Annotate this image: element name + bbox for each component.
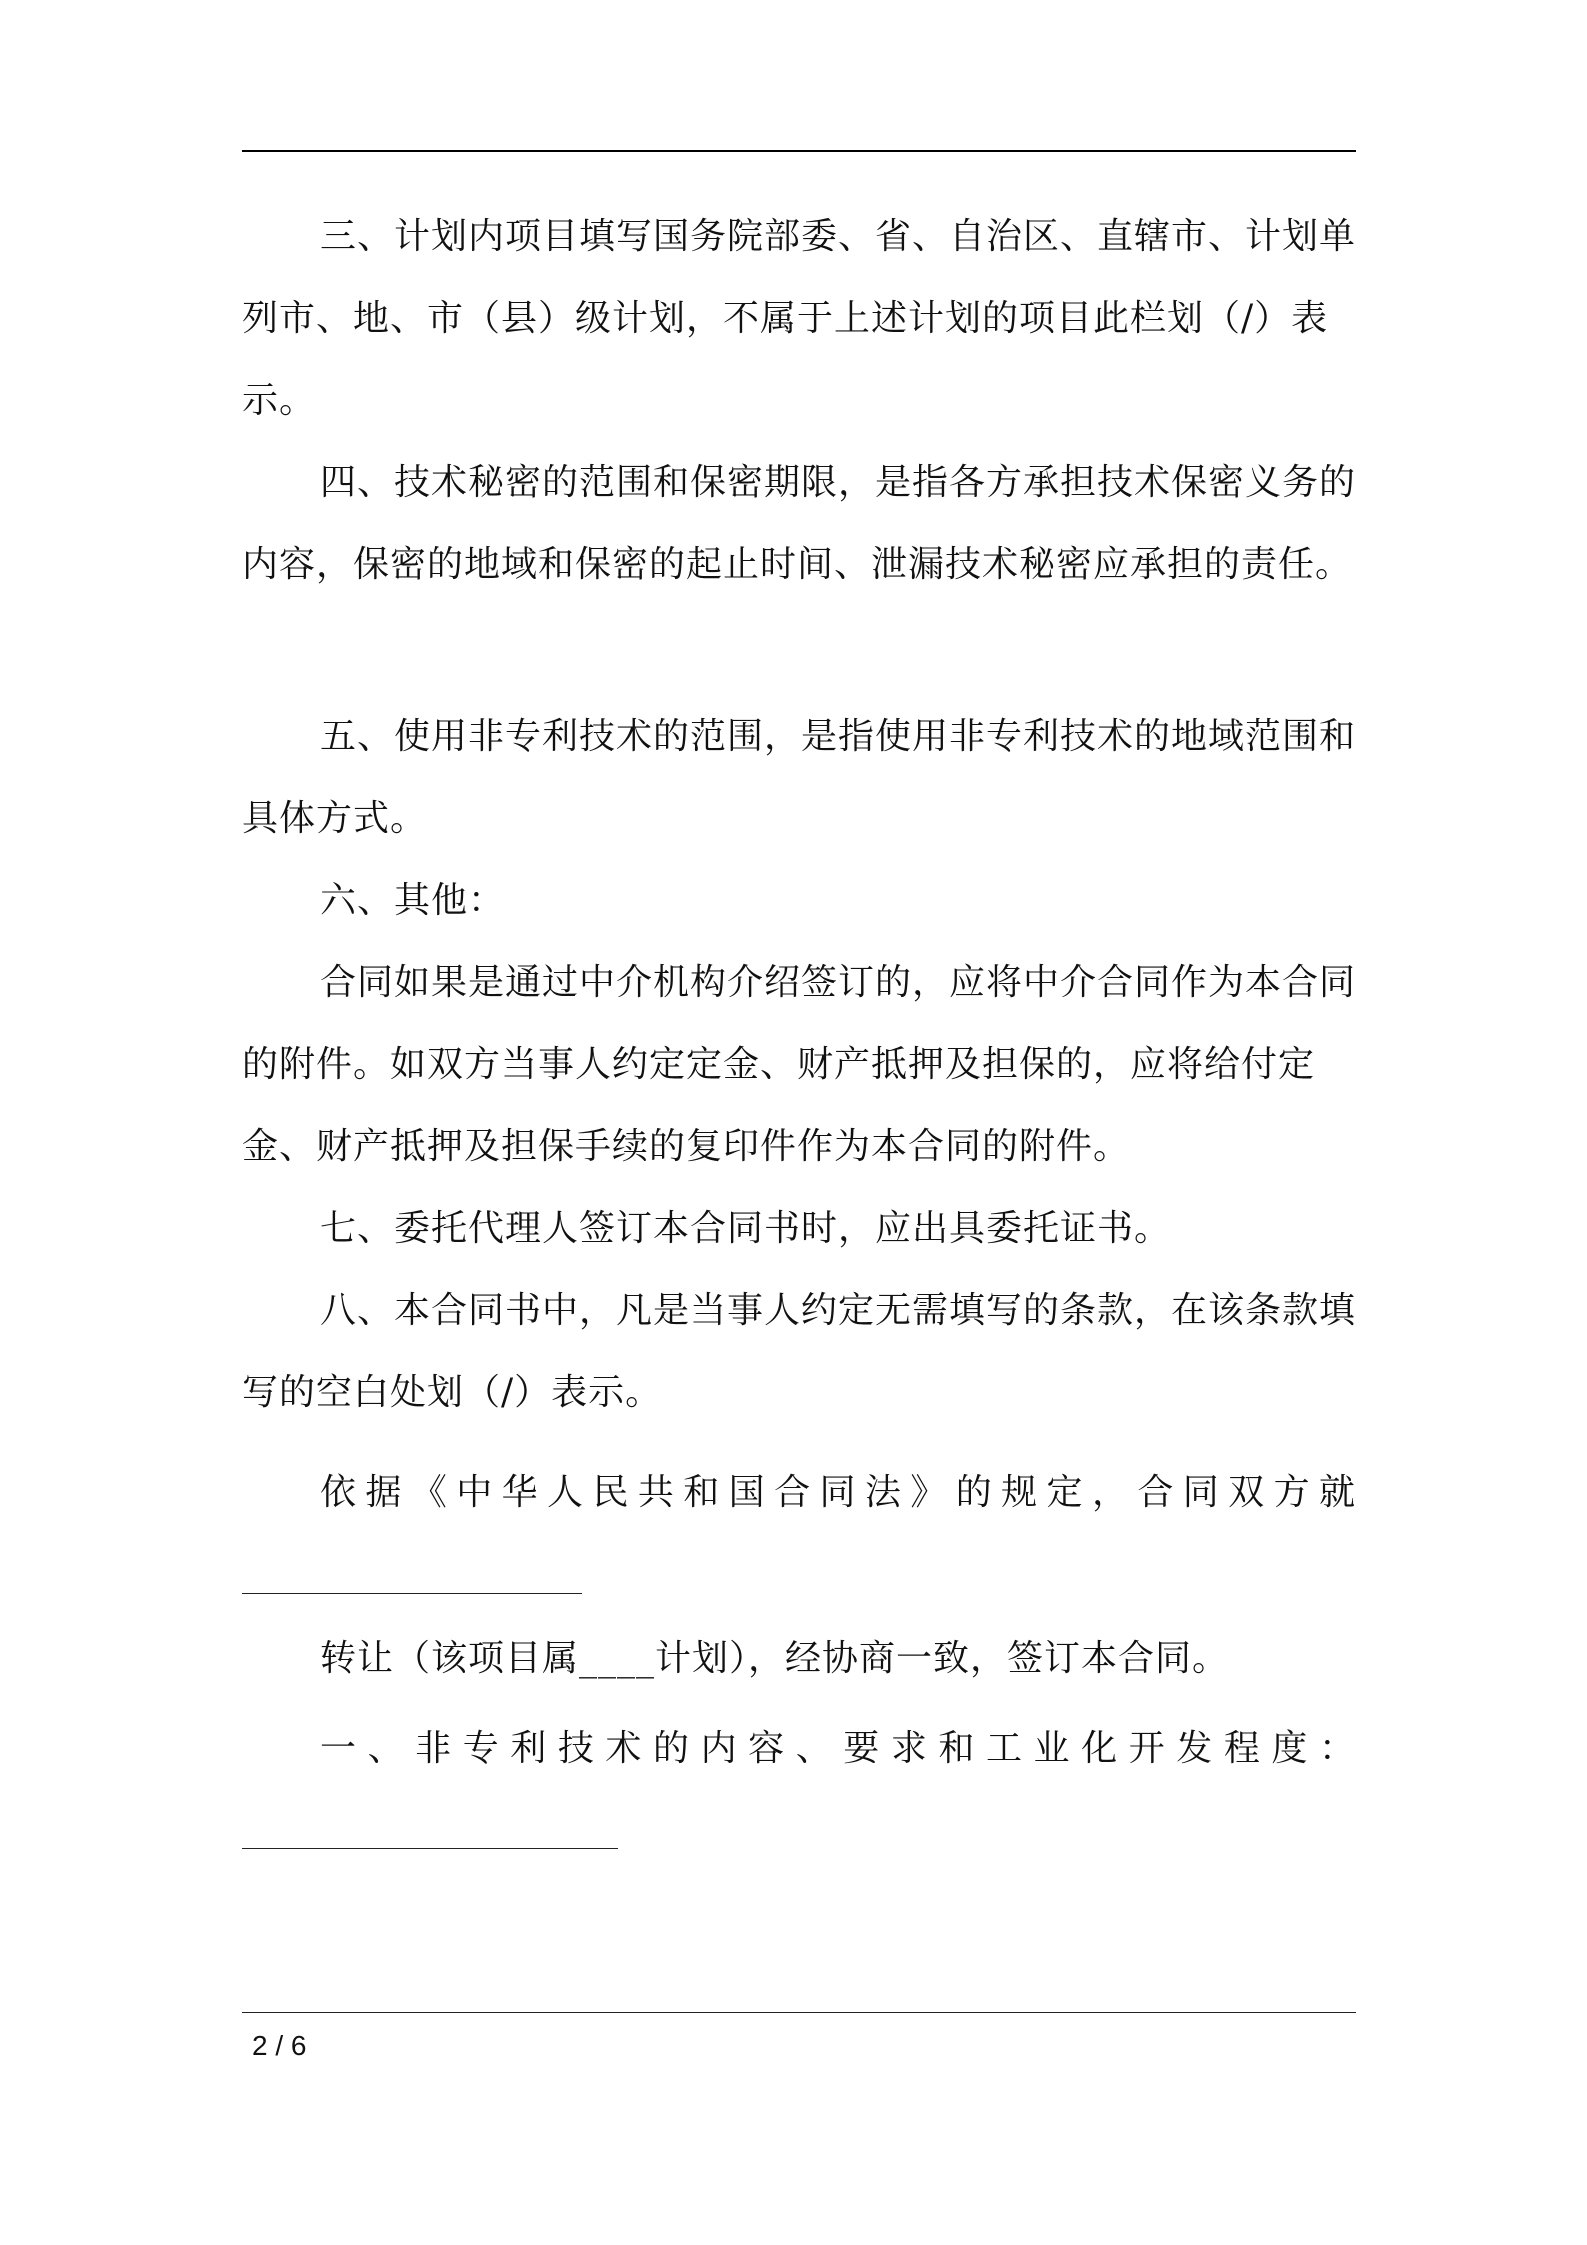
paragraph-7: 七、委托代理人签订本合同书时，应出具委托证书。: [320, 1208, 1172, 1249]
fill-in-blank-line: [242, 1848, 618, 1849]
header-rule: [242, 150, 1356, 152]
paragraph-8: 八、本合同书中，凡是当事人约定无需填写的条款，在该条款填写的空白处划（/）表示。: [242, 1290, 1357, 1413]
paragraph-9: 依据《中华人民共和国合同法》的规定，合同双方就: [320, 1472, 1356, 1513]
paragraph-6-detail: 合同如果是通过中介机构介绍签订的，应将中介合同作为本合同的附件。如双方当事人约定定金、财产抵押及担保的，应将给付定金、财产抵押及担保手续的复印件作为本合同的附件。: [242, 962, 1357, 1167]
footer-rule: [242, 2012, 1356, 2013]
paragraph-11: 一、非专利技术的内容、要求和工业化开发程度：: [320, 1728, 1356, 1769]
paragraph-3: 三、计划内项目填写国务院部委、省、自治区、直辖市、计划单列市、地、市（县）级计划，不属于上述计划的项目此栏划（/）表示。: [242, 216, 1357, 421]
fill-in-blank-line: [242, 1593, 582, 1594]
page-number: 2 / 6: [252, 2030, 307, 2061]
paragraph-5: 五、使用非专利技术的范围，是指使用非专利技术的地域范围和具体方式。: [242, 716, 1357, 839]
paragraph-10: 转让（该项目属____计划），经协商一致，签订本合同。: [320, 1638, 1230, 1679]
paragraph-6: 六、其他：: [320, 880, 506, 921]
paragraph-4: 四、技术秘密的范围和保密期限，是指各方承担技术保密义务的内容，保密的地域和保密的起止时间、泄漏技术秘密应承担的责任。: [242, 462, 1357, 585]
